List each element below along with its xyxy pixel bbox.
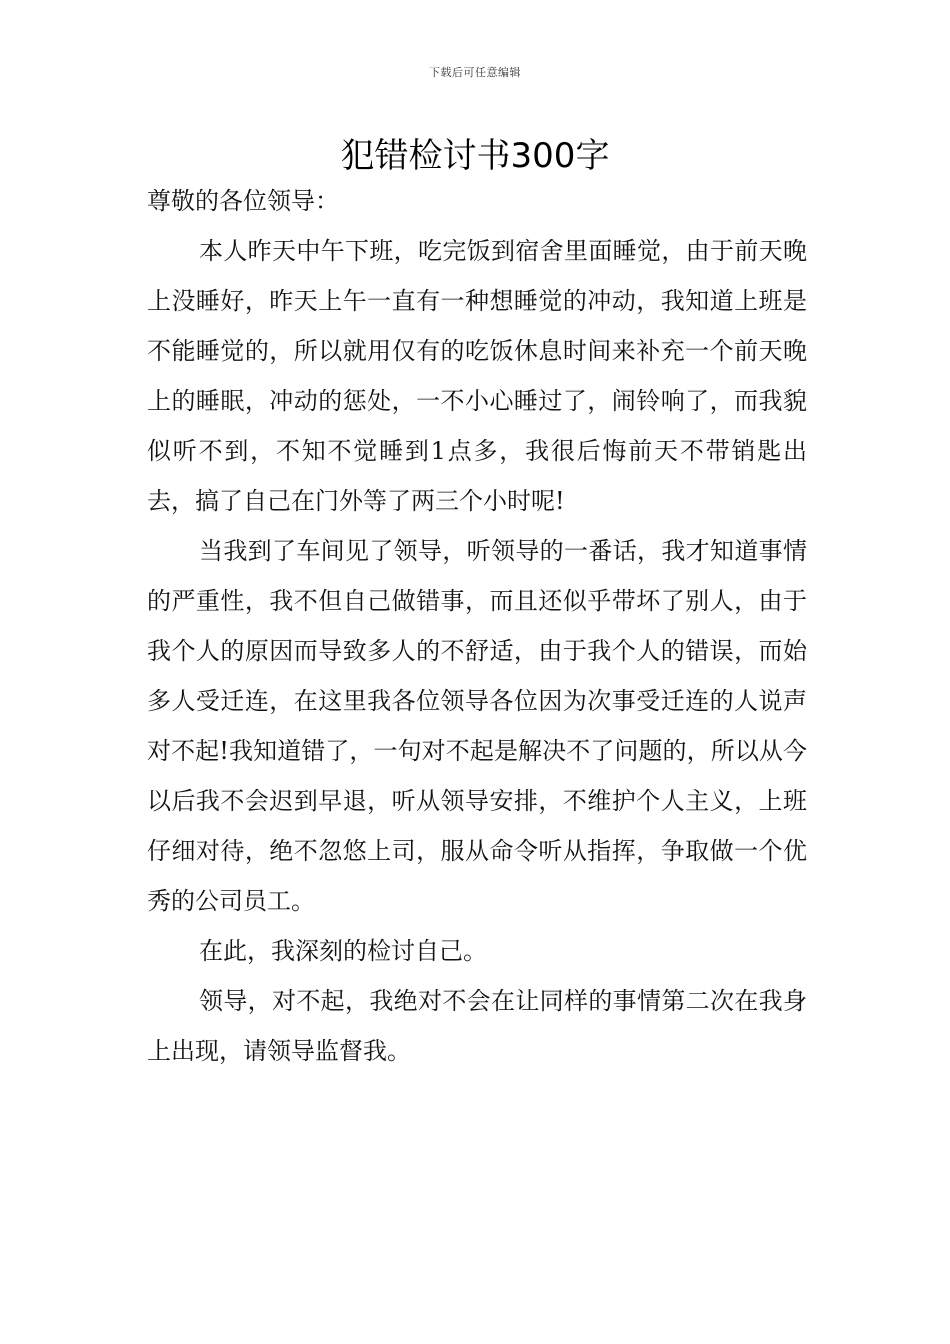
document-title: 犯错检讨书300字 xyxy=(340,136,610,176)
paragraph-4: 领导，对不起，我绝对不会在让同样的事情第二次在我身上出现，请领导监督我。 xyxy=(147,987,807,1065)
document-body xyxy=(147,176,807,1076)
salutation: 尊敬的各位领导： xyxy=(147,187,339,215)
paragraph-2: 当我到了车间见了领导，听领导的一番话，我才知道事情的严重性，我不但自己做错事，而且还似乎带坏了别人，由于我个人的原因而导致多人的不舒适，由于我个人的错误，而始多人受迁连，在这里我各位领导各位因为次事受迁连的人说声对不起!我知道错了，一句对不起是解决不了问题的，所以从今以后我不会迟到早退，听从领导安排，不维护个人主义，上班仔细对待，绝不忽悠上司，服从命令听从指挥，争取做一个优秀的公司员工。 xyxy=(147,537,807,915)
paragraph-1: 本人昨天中午下班，吃完饭到宿舍里面睡觉，由于前天晚上没睡好，昨天上午一直有一种想睡觉的冲动，我知道上班是不能睡觉的，所以就用仅有的吃饭休息时间来补充一个前天晚上的睡眠，冲动的惩处，一不小心睡过了，闹铃响了，而我貌似听不到，不知不觉睡到1点多，我很后悔前天不带销匙出去，搞了自己在门外等了两三个小时呢! xyxy=(147,237,807,515)
header-note: 下载后可任意编辑 xyxy=(429,66,521,79)
paragraph-3: 在此，我深刻的检讨自己。 xyxy=(199,937,487,965)
